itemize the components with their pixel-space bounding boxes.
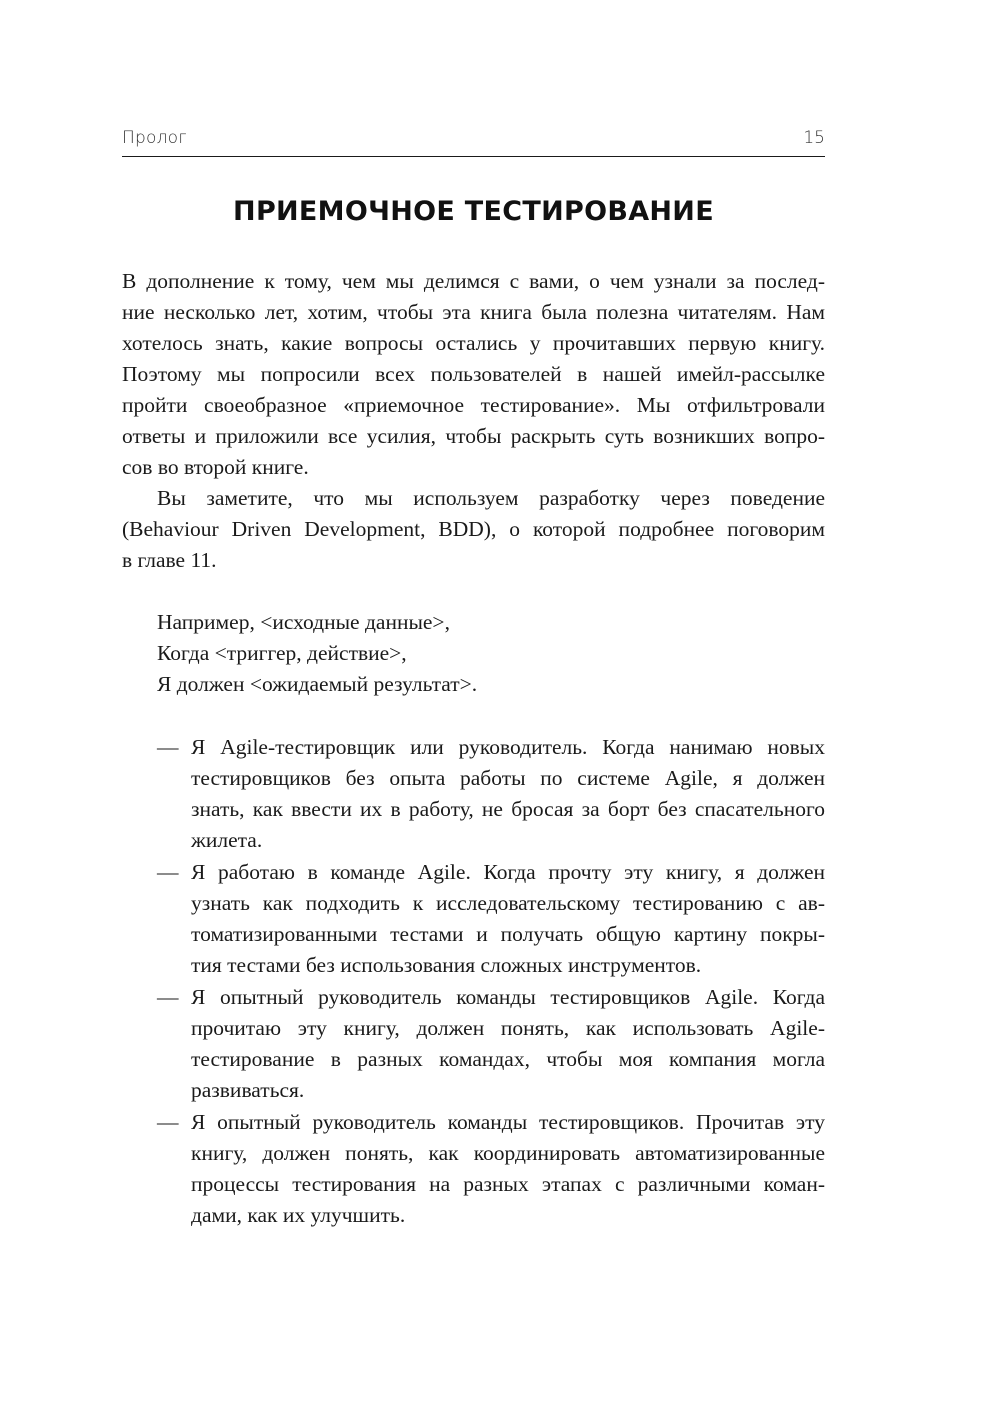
bullet-1-line: жилета. (191, 828, 263, 852)
bullet-4-line: процессы тестирования на разных этапах с различными коман- (191, 1172, 825, 1196)
running-header (122, 128, 825, 157)
paragraph-2-line: (Behaviour Driven Development, BDD), о которой подробнее поговорим (122, 517, 825, 541)
bullet-3-line: прочитаю эту книгу, должен понять, как использовать Agile- (191, 1016, 825, 1040)
bullet-4-line: Я опытный руководитель команды тестировщиков. Прочитав эту (191, 1110, 825, 1134)
bullet-dash-marker: — (157, 860, 179, 884)
bullet-3-line: развиваться. (191, 1078, 305, 1102)
bullet-dash-marker: — (157, 735, 179, 759)
paragraph-2-line: в главе 11. (122, 548, 217, 572)
paragraph-1-line: ответы и приложили все усилия, чтобы раскрыть суть возникших вопро- (122, 424, 825, 448)
paragraph-1-line: Поэтому мы попросили всех пользователей в нашей имейл-рассылке (122, 362, 825, 386)
bullet-2-line: узнать как подходить к исследовательскому тестированию с ав- (191, 891, 825, 915)
section-name: Пролог (122, 128, 187, 148)
paragraph-1-line: сов во второй книге. (122, 455, 309, 479)
paragraph-1-line: ние несколько лет, хотим, чтобы эта книга была полезна читателям. Нам (122, 300, 825, 324)
bullet-1-line: Я Agile-тестировщик или руководитель. Когда нанимаю новых (191, 735, 825, 759)
bullet-1-line: знать, как ввести их в работу, не бросая за борт без спасательного (191, 797, 825, 821)
bullet-dash-marker: — (157, 1110, 179, 1134)
paragraph-1-line: хотелось знать, какие вопросы остались у прочитавших первую книгу. (122, 331, 825, 355)
bullet-3-line: тестирование в разных командах, чтобы моя компания могла (191, 1047, 825, 1071)
chapter-heading: ПРИЕМОЧНОЕ ТЕСТИРОВАНИЕ (233, 196, 714, 227)
paragraph-1-line: пройти своеобразное «приемочное тестирование». Мы отфильтровали (122, 393, 825, 417)
bullet-4-line: дами, как их улучшить. (191, 1203, 406, 1227)
bullet-dash-marker: — (157, 985, 179, 1009)
bullet-3-line: Я опытный руководитель команды тестировщиков Agile. Когда (191, 985, 825, 1009)
paragraph-1-line: В дополнение к тому, чем мы делимся с вами, о чем узнали за послед- (122, 269, 825, 293)
page-number: 15 (803, 128, 825, 148)
bullet-4-line: книгу, должен понять, как координировать автоматизированные (191, 1141, 825, 1165)
bullet-2-line: Я работаю в команде Agile. Когда прочту эту книгу, я должен (191, 860, 825, 884)
bullet-2-line: тия тестами без использования сложных инструментов. (191, 953, 702, 977)
bullet-1-line: тестировщиков без опыта работы по системе Agile, я должен (191, 766, 825, 790)
bullet-2-line: томатизированными тестами и получать общую картину покры- (191, 922, 825, 946)
template-when-line: Когда <триггер, действие>, (157, 641, 407, 665)
template-given-line: Например, <исходные данные>, (157, 610, 450, 634)
template-then-line: Я должен <ожидаемый результат>. (157, 672, 478, 696)
paragraph-2-line: Вы заметите, что мы используем разработку через поведение (157, 486, 825, 510)
